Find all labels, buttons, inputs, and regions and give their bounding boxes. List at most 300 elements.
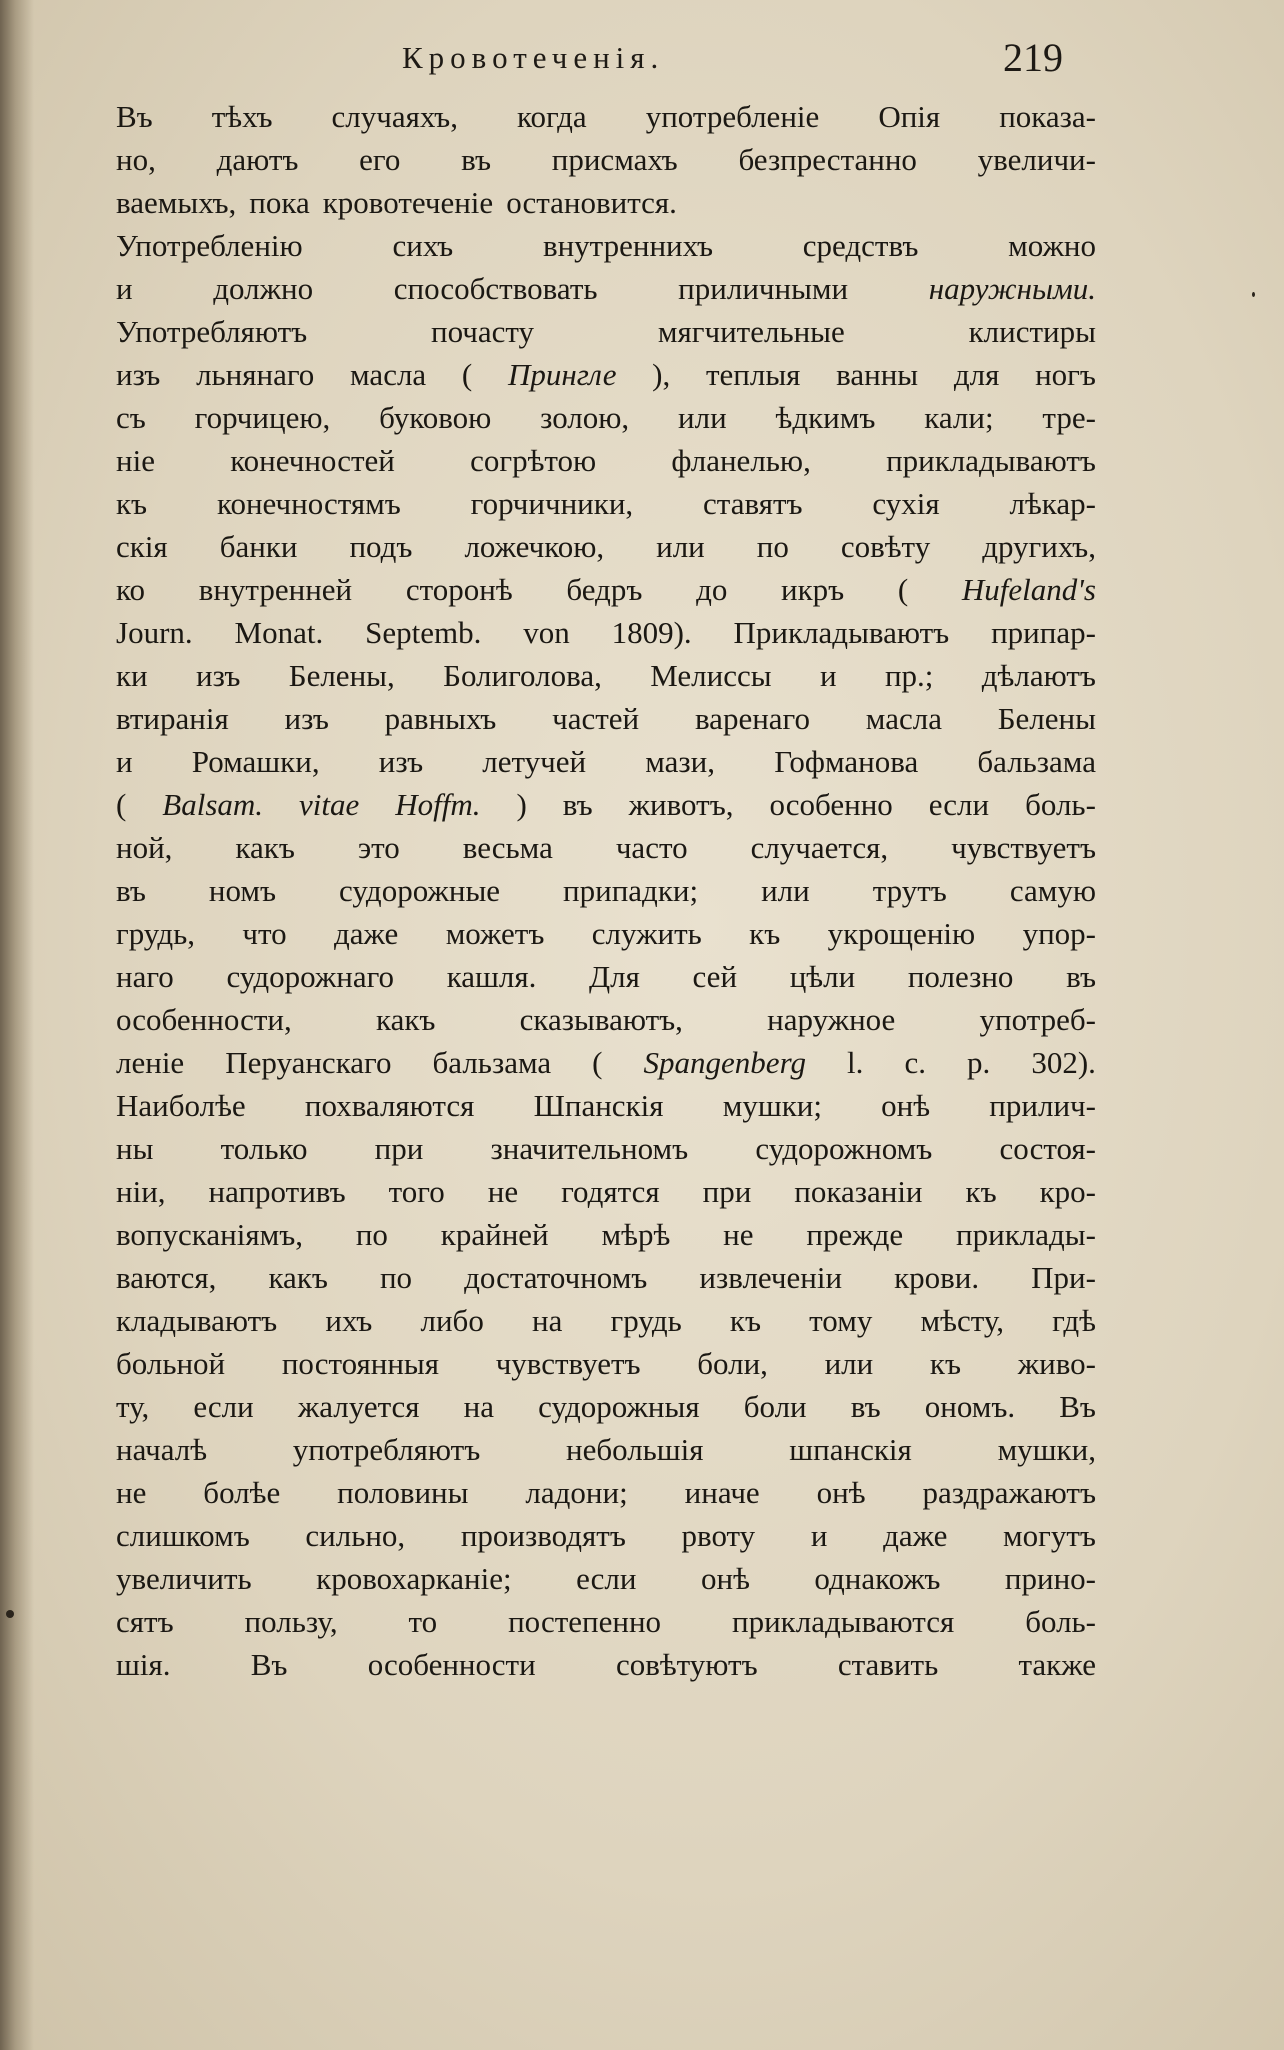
word: Мелиссы [650,658,772,693]
word: von [523,615,570,650]
word: на [531,1303,563,1338]
word: даже [334,916,399,951]
word: грудь [610,1303,682,1338]
text-line [116,1213,1096,1256]
text-line [116,568,1096,611]
text-line [116,1342,1096,1385]
word: крайней [440,1217,549,1252]
word: особенно [769,787,893,822]
word: можетъ [445,916,545,951]
word: присмахъ [551,142,678,177]
text-line [116,95,1096,138]
word: ніе [116,443,155,478]
word: сторонѣ [405,572,513,607]
word: ( [897,572,909,607]
word: постоянныя [281,1346,440,1381]
word: ставятъ [703,486,803,521]
word: прикладываются [732,1604,955,1639]
word: и [116,271,133,306]
word: припар- [991,615,1096,650]
page-header [0,35,1284,90]
word: Шпанскія [533,1088,664,1123]
word: ніи, [116,1174,166,1209]
word: съ [116,400,146,435]
word: безпрестанно [738,142,917,177]
word: леніе [116,1045,185,1080]
word: дѣлаютъ [981,658,1096,693]
word: или [678,400,727,435]
running-title: Кровотеченія. [402,40,665,75]
word: что [242,916,287,951]
italic-word: Прингле [507,357,617,392]
word: упор- [1022,916,1096,951]
word: болѣе [203,1475,281,1510]
page-number: 219 [1003,35,1063,80]
word: льнянаго [196,357,315,392]
word: Для [589,959,640,994]
word: извлеченіи [699,1260,843,1295]
word: должно [213,271,314,306]
word: въ [461,142,492,177]
word: тѣхъ [211,99,273,134]
word: p. [967,1045,991,1080]
word: онѣ [816,1475,866,1510]
word: какъ [375,1002,436,1037]
word: бедръ [566,572,643,607]
word: бальзама [977,744,1096,779]
text-line [116,1600,1096,1643]
word: къ [749,916,781,951]
text-line [116,740,1096,783]
word: если [193,1389,254,1424]
word: употребленіе [645,99,820,134]
word: живо- [1017,1346,1096,1381]
word: началѣ [116,1432,208,1467]
word: либо [420,1303,484,1338]
text-line [116,826,1096,869]
word: конечностямъ [216,486,401,521]
text-line [116,1514,1096,1557]
word: это [357,830,400,865]
word: припадки; [563,873,699,908]
word: иначе [684,1475,760,1510]
word: шпанскія [789,1432,912,1467]
word: клистиры [968,314,1096,349]
text-line [116,1557,1096,1600]
word: самую [1009,873,1096,908]
word: по [756,529,789,564]
word: c. [904,1045,926,1080]
word: увеличи- [977,142,1096,177]
word: почасту [431,314,535,349]
text-line [116,1127,1096,1170]
word: мѣрѣ [601,1217,671,1252]
text-line [116,1428,1096,1471]
text-line [116,955,1096,998]
word: прежде [806,1217,904,1252]
word: но, [116,142,156,177]
text-line [116,1643,1096,1686]
word: масла [865,701,942,736]
text-line [116,654,1096,697]
word: 1809). [611,615,692,650]
word: не [116,1475,147,1510]
word: достаточномъ [464,1260,648,1295]
word: не [723,1217,754,1252]
text-line [116,1170,1096,1213]
word: приличными [678,271,849,306]
word: онѣ [881,1088,931,1123]
word: похваляются [304,1088,475,1123]
word: ны [116,1131,154,1166]
word: если [576,1561,637,1596]
italic-word: vitae [299,787,360,822]
word: его [359,142,401,177]
word: пользу, [244,1604,338,1639]
word: весьма [462,830,553,865]
word: онѣ [701,1561,750,1596]
text-line [116,525,1096,568]
text-line [116,783,1096,826]
word: судорожные [339,873,501,908]
word: горчицею, [194,400,331,435]
word: Наиболѣе [116,1088,246,1123]
word: чувствуетъ [495,1346,641,1381]
text-line [116,224,1096,267]
word: Journ. [116,615,193,650]
word: при [702,1174,752,1209]
text-line [116,396,1096,439]
word: Гофманова [774,744,919,779]
word: часто [615,830,688,865]
word: подъ [349,529,413,564]
word: сей [692,959,738,994]
word: Употребленію [116,228,303,263]
word: если [928,787,990,822]
word: напротивъ [208,1174,346,1209]
word: для [953,357,1000,392]
ink-speck [1252,292,1255,297]
word: При- [1031,1260,1096,1295]
word: то [408,1604,438,1639]
word: раздражаютъ [922,1475,1096,1510]
word: средствъ [802,228,919,263]
word: боли, [697,1346,768,1381]
word: мушки, [997,1432,1096,1467]
word: вопусканіямъ, [116,1217,303,1252]
word: ономъ. [924,1389,1016,1424]
word: мази, [645,744,716,779]
word: больной [116,1346,226,1381]
text-line [116,181,1096,224]
word: въ [850,1389,881,1424]
word: сказываютъ, [519,1002,683,1037]
word: ( [461,357,473,392]
italic-word: Hufeland's [961,572,1096,607]
word: того [388,1174,445,1209]
word: частей [552,701,640,736]
word: ту, [116,1389,150,1424]
word: рвоту [681,1518,756,1553]
word: Monat. [234,615,324,650]
word: ) [516,787,527,822]
text-line [116,353,1096,396]
word: ваются, [116,1260,217,1295]
word: кровохарканіе; [316,1561,512,1596]
word: животъ, [628,787,734,822]
text-line [116,697,1096,740]
word: тре- [1042,400,1096,435]
text-line [116,1385,1096,1428]
word: употребляютъ [292,1432,481,1467]
word: ванны [836,357,919,392]
word: или [761,873,810,908]
word: ладони; [525,1475,628,1510]
word: летучей [482,744,587,779]
word: какъ [235,830,295,865]
word: ихъ [325,1303,373,1338]
word: производятъ [460,1518,626,1553]
word: боли [743,1389,807,1424]
word: даже [883,1518,948,1553]
word: когда [516,99,587,134]
word: только [220,1131,308,1166]
word: Прикладываютъ [733,615,950,650]
word: трутъ [872,873,947,908]
text-line [116,1041,1096,1084]
word: къ [729,1303,762,1338]
word: гдѣ [1052,1303,1096,1338]
word: употреб- [979,1002,1096,1037]
word: не [487,1174,519,1209]
word: Septemb. [365,615,482,650]
word: Въ [1059,1389,1096,1424]
word: приклады- [956,1217,1096,1252]
word: состоя- [999,1131,1096,1166]
word: до [696,572,728,607]
text-line [116,611,1096,654]
word: прино- [1004,1561,1096,1596]
text-line [116,439,1096,482]
word: шія. [116,1647,171,1682]
word: Въ [116,99,153,134]
word: къ [116,486,148,521]
word: боль- [1025,787,1096,822]
word: или [656,529,705,564]
word: Въ [250,1647,288,1682]
word: мягчительные [657,314,845,349]
word: другихъ, [982,529,1096,564]
word: Употребляютъ [116,314,308,349]
word: ногъ [1035,357,1096,392]
word: къ [929,1346,962,1381]
word: ко [116,572,145,607]
word: Белены [997,701,1096,736]
word: или [824,1346,874,1381]
word: судорожнаго [226,959,395,994]
word: ложечкою, [464,529,605,564]
word: ки [116,658,148,693]
text-line [116,1471,1096,1514]
word: сильно, [305,1518,406,1553]
word: значительномъ [490,1131,689,1166]
word: золою, [540,400,630,435]
word: пока [249,185,310,220]
word: кровотеченіе [322,185,494,220]
word: по [379,1260,413,1295]
word: мѣсту, [920,1303,1004,1338]
word: особенности, [116,1002,292,1037]
italic-word: Spangenberg [643,1045,806,1080]
text-line [116,1299,1096,1342]
word: банки [219,529,298,564]
word: бальзама [432,1045,552,1080]
text-line [116,869,1096,912]
word: мушки; [722,1088,822,1123]
word: слишкомъ [116,1518,250,1553]
word: l. [847,1045,864,1080]
text-line [116,1256,1096,1299]
word: лѣкар- [1009,486,1096,521]
word: Опія [878,99,941,134]
word: изъ [284,701,329,736]
italic-word: Hoffm. [395,787,481,822]
word: совѣту [840,529,931,564]
word: прилич- [989,1088,1096,1123]
italic-word: наружными. [928,271,1096,306]
text-line [116,138,1096,181]
word: сухія [872,486,940,521]
word: варенаго [694,701,810,736]
word: кали; [924,400,994,435]
word: случается, [750,830,889,865]
word: по [355,1217,388,1252]
word: способствовать [393,271,598,306]
word: Белены, [288,658,395,693]
word: судорожныя [538,1389,700,1424]
word: конечностей [230,443,395,478]
word: масла [350,357,427,392]
word: и [819,658,837,693]
word: ѣдкимъ [775,400,876,435]
text-line [116,1084,1096,1127]
word: согрѣтою [470,443,597,478]
word: фланелью, [671,443,811,478]
word: ), [652,357,671,392]
word: годятся [561,1174,660,1209]
word: ной, [116,830,173,865]
text-line [116,310,1096,353]
word: укрощенію [827,916,976,951]
word: увеличить [116,1561,252,1596]
word: однакожъ [814,1561,941,1596]
word: Ромашки, [191,744,320,779]
word: икръ [781,572,845,607]
word: жалуется [297,1389,420,1424]
word: показа- [999,99,1096,134]
word: втиранія [116,701,229,736]
word: цѣли [789,959,856,994]
word: совѣтуютъ [615,1647,758,1682]
word: полезно [907,959,1014,994]
word: боль- [1025,1604,1096,1639]
word: въ [1066,959,1096,994]
word: скія [116,529,168,564]
word: ставить [837,1647,939,1682]
word: при [374,1131,424,1166]
word: равныхъ [384,701,497,736]
word: наго [116,959,174,994]
word: изъ [196,658,241,693]
word: въ [116,873,146,908]
word: судорожномъ [755,1131,933,1166]
body-text [116,95,1096,1686]
word: особенности [367,1647,536,1682]
text-line [116,912,1096,955]
word: прикладываютъ [886,443,1096,478]
word: буковою [379,400,492,435]
word: теплыя [705,357,801,392]
word: Перуанскаго [225,1045,392,1080]
word: также [1018,1647,1096,1682]
word: небольшія [565,1432,704,1467]
word: изъ [378,744,424,779]
word: 302). [1031,1045,1096,1080]
word: сихъ [392,228,454,263]
word: ваемыхъ, [116,185,237,220]
text-line [116,482,1096,525]
word: какъ [268,1260,328,1295]
word: грудь, [116,916,196,951]
word: пр.; [884,658,934,693]
word: кладываютъ [116,1303,278,1338]
word: сятъ [116,1604,174,1639]
word: и [810,1518,828,1553]
word: Болиголова, [443,658,602,693]
word: въ [562,787,593,822]
word: номъ [208,873,277,908]
word: случаяхъ, [331,99,458,134]
italic-word: Balsam. [162,787,264,822]
word: крови. [894,1260,980,1295]
word: внутренней [198,572,353,607]
word: половины [337,1475,469,1510]
word: показаніи [794,1174,923,1209]
word: на [463,1389,495,1424]
word: даютъ [216,142,299,177]
binding-shadow [0,0,34,2050]
word: кашля. [446,959,537,994]
ink-speck [6,1610,14,1618]
word: могутъ [1003,1518,1096,1553]
word: изъ [116,357,161,392]
word: и [116,744,133,779]
word: ( [592,1045,603,1080]
word: остановится. [506,185,677,220]
word: горчичники, [470,486,634,521]
word: кро- [1039,1174,1096,1209]
word: постепенно [508,1604,662,1639]
word: внутреннихъ [542,228,713,263]
word: тому [809,1303,873,1338]
word: ( [116,787,127,822]
text-line [116,998,1096,1041]
word: чувствуетъ [951,830,1096,865]
word: наружное [767,1002,896,1037]
word: можно [1008,228,1096,263]
text-line [116,267,1096,310]
word: служить [591,916,702,951]
